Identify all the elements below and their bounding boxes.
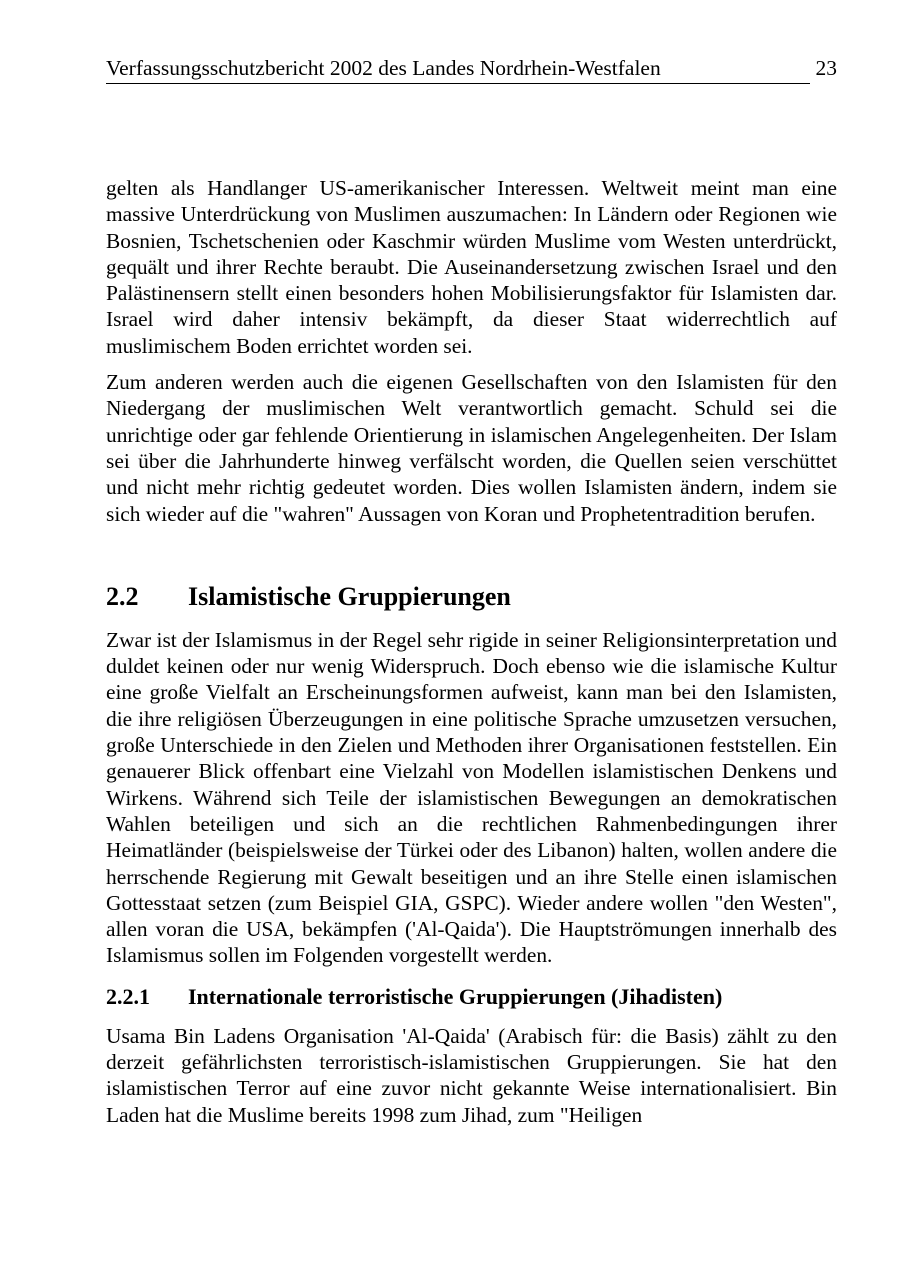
subsection-number: 2.2.1 (106, 983, 150, 1009)
section-number: 2.2 (106, 581, 139, 611)
page-number: 23 (815, 56, 837, 80)
section-heading (106, 577, 837, 617)
paragraph: Zwar ist der Islamismus in der Regel sehr rigide in seiner Religionsinterpretation und duldet keinen oder nur wenig Widerspruch. Doch ebenso wie die islamische Kultur eine große Vielfalt an Erscheinungsformen aufweist, kann man bei den Islamisten, die ihre religiösen Überzeugungen in eine politische Sprache umzusetzen versuchen, große Unterschiede in den Zielen und Methoden ihrer Organisationen feststellen. Ein genauerer Blick offenbart eine Vielzahl von Modellen islamistischen Denkens und Wirkens. Während sich Teile der islamistischen Bewegungen an demokratischen Wahlen beteiligen und sich an die rechtlichen Rahmenbedingungen ihrer Heimatländer (beispielsweise der Türkei oder des Libanon) halten, wollen andere die herrschende Regierung mit Gewalt beseitigen und an ihre Stelle einen islamischen Gottesstaat setzen (zum Beispiel GIA, GSPC). Wieder andere wollen "den Westen", allen voran die USA, bekämpfen ('Al-Qaida'). Die Hauptströmungen innerhalb des Islamismus sollen im Folgenden vorgestellt werden. (106, 627, 837, 968)
running-header (106, 54, 837, 82)
document-body (106, 175, 837, 1128)
paragraph: gelten als Handlanger US-amerikanischer Interessen. Weltweit meint man eine massive Unterdrückung von Muslimen auszumachen: In Ländern oder Regionen wie Bosnien, Tschetschenien oder Kaschmir würden Muslime vom Westen unterdrückt, gequält und ihrer Rechte beraubt. Die Auseinandersetzung zwischen Israel und den Palästinensern stellt einen besonders hohen Mobilisierungsfaktor für Islamisten dar. Israel wird daher intensiv bekämpft, da dieser Staat widerrechtlich auf muslimischem Boden errichtet worden sei. (106, 176, 837, 358)
subsection-title: Internationale terroristische Gruppierungen (Jihadisten) (188, 983, 723, 1009)
header-title: Verfassungsschutzbericht 2002 des Landes Nordrhein-Westfalen (106, 54, 810, 84)
section-title: Islamistische Gruppierungen (188, 581, 511, 611)
paragraph: Zum anderen werden auch die eigenen Gesellschaften von den Islamisten für den Niedergang der muslimischen Welt verantwortlich gemacht. Schuld sei die unrichtige oder gar fehlende Orientierung in islamischen Angelegenheiten. Der Islam sei über die Jahrhunderte hinweg verfälscht worden, die Quellen seien verschüttet und nicht mehr richtig gedeutet worden. Dies wollen Islamisten ändern, indem sie sich wieder auf die "wahren" Aussagen von Koran und Prophetentradition berufen. (106, 370, 837, 526)
subsection-heading (106, 981, 837, 1013)
paragraph: Usama Bin Ladens Organisation 'Al-Qaida' (Arabisch für: die Basis) zählt zu den derzeit gefährlichsten terroristisch-islamistischen Gruppierungen. Sie hat den islamistischen Terror auf eine zuvor nicht gekannte Weise internationalisiert. Bin Laden hat die Muslime bereits 1998 zum Jihad, zum "Heiligen (106, 1023, 837, 1127)
